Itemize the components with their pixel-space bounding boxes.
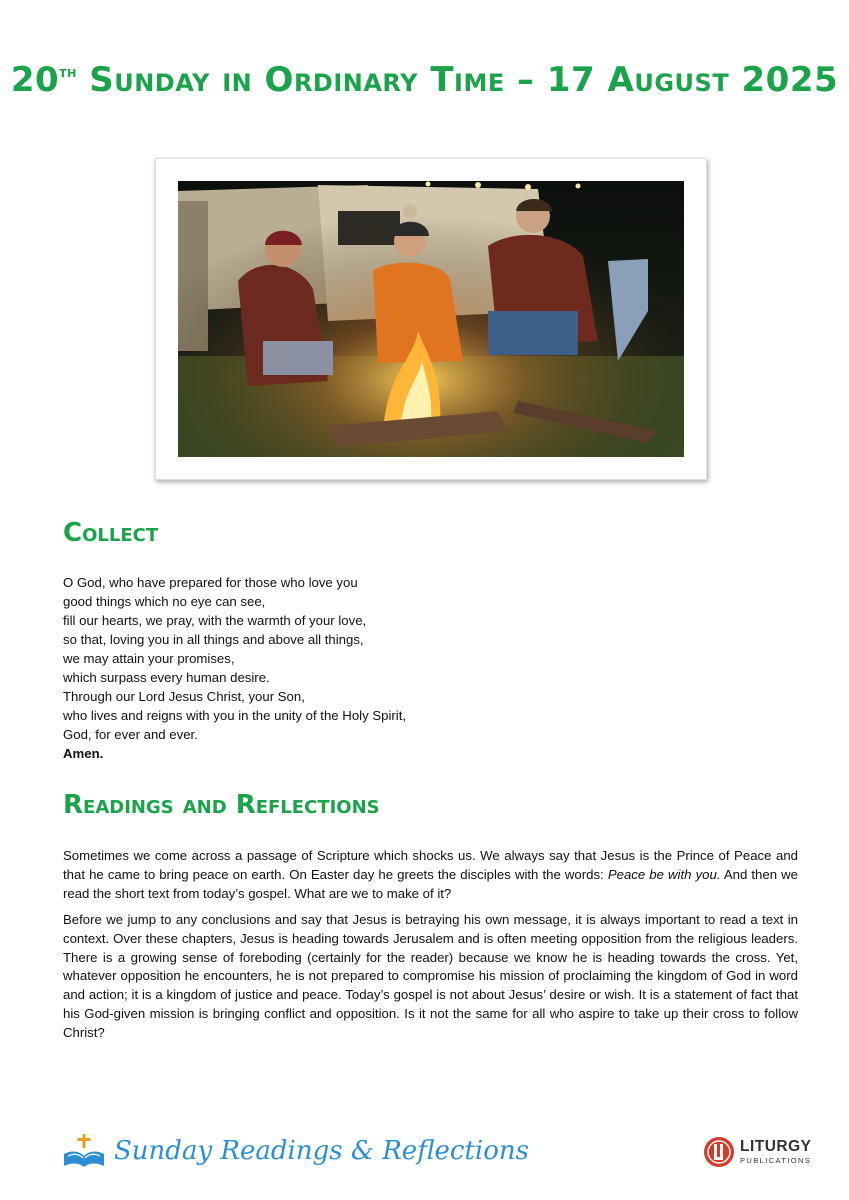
collect-heading: Collect [63, 518, 159, 548]
publisher-name: LITURGY [740, 1138, 812, 1155]
collect-line: God, for ever and ever. [63, 727, 198, 742]
footer-brand [62, 1130, 529, 1172]
footer-brand-text: Sunday Readings & Reflections [114, 1136, 529, 1166]
publisher-subtitle: PUBLICATIONS [740, 1156, 812, 1165]
collect-line: so that, loving you in all things and above all things, [63, 632, 364, 647]
reflection-paragraph-1: Sometimes we come across a passage of Scripture which shocks us. We always say that Jesus is the Prince of Peace and that he came to bring peace on earth. On Easter day he greets the disciples with the words: Peace be with you. And then we read the short text from today’s gospel. What are we to make of it? [63, 848, 798, 901]
liturgy-logo-icon [703, 1136, 735, 1168]
collect-line: we may attain your promises, [63, 651, 235, 666]
collect-line: which surpass every human desire. [63, 670, 270, 685]
open-book-cross-icon [62, 1132, 106, 1170]
page-title: 20th Sunday in Ordinary Time – 17 August 2025 [10, 60, 839, 100]
collect-line: good things which no eye can see, [63, 594, 266, 609]
campfire-photo [178, 181, 684, 457]
collect-line: Through our Lord Jesus Christ, your Son, [63, 689, 305, 704]
collect-line: fill our hearts, we pray, with the warmth of your love, [63, 613, 367, 628]
collect-prayer [63, 573, 783, 763]
collect-line: O God, who have prepared for those who love you [63, 575, 358, 590]
collect-line: who lives and reigns with you in the unity of the Holy Spirit, [63, 708, 407, 723]
photo-frame [155, 158, 707, 480]
readings-heading: Readings and Reflections [63, 790, 380, 820]
reflection-paragraph-2: Before we jump to any conclusions and say that Jesus is betraying his own message, it is always important to read a text in context. Over these chapters, Jesus is heading towards Jerusalem and is often meeting opposition from the religious leaders. There is a growing sense of foreboding (certainly for the reader) because we know he is heading towards the cross. Yet, whatever opposition he encounters, he is not prepared to compromise his mission of proclaiming the kingdom of God in word and action; it is a kingdom of justice and peace. Today’s gospel is not about Jesus’ desire or wish. It is a statement of fact that his God-given mission is bringing conflict and opposition. Is it not the same for all who aspire to take up their cross to follow Christ? [63, 912, 798, 1040]
collect-amen: Amen. [63, 746, 104, 761]
publisher-logo [703, 1136, 812, 1168]
